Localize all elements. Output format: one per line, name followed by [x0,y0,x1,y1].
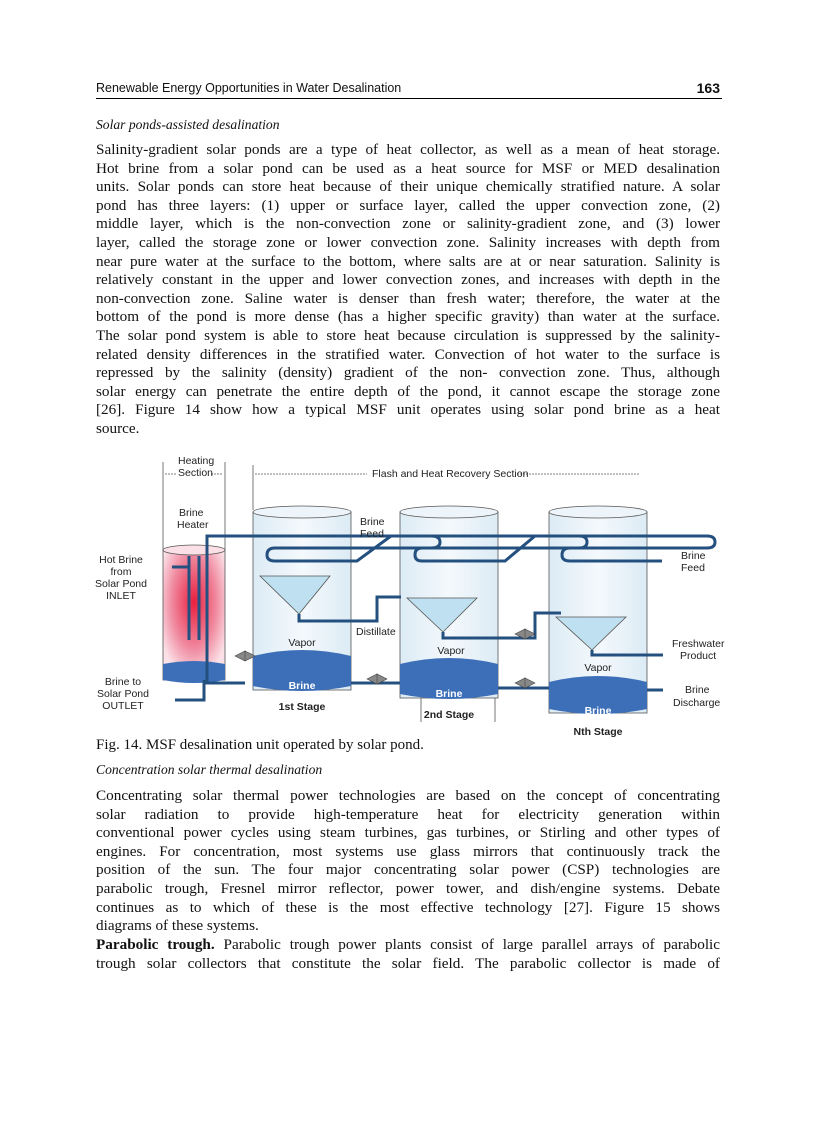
paragraph-line: Parabolic trough power plants consist of large parallel arrays of parabolic [214,936,720,953]
paragraph-line: units. Solar ponds can store heat because of their unique chemically stratified nature. A solar [96,178,720,196]
paragraph-line: conventional power cycles using steam turbines, gas turbines, or Stirling and other types of [96,824,720,842]
label-outlet-3: OUTLET [102,700,144,712]
paragraph-line: engines. For concentration, most systems use glass mirrors that continuously track the [96,842,720,860]
label-vapor-1: Vapor [288,637,316,649]
label-distillate: Distillate [356,626,396,638]
label-vapor-n: Vapor [584,662,612,674]
paragraph-concentration [96,787,720,936]
paragraph-line: repressed by the salinity (density) gradient of the non- convection zone. Thus, although [96,364,720,382]
label-outlet-2: Solar Pond [97,688,149,700]
label-brine-1: Brine [288,680,316,692]
figure-caption: Fig. 14. MSF desalination unit operated by solar pond. [96,737,424,753]
label-brine-feed-right-1: Brine [681,550,706,562]
section-heading-solar-ponds: Solar ponds-assisted desalination [96,117,280,132]
section-heading-concentration: Concentration solar thermal desalination [96,762,323,777]
label-brine-2: Brine [435,688,463,700]
paragraph-line: [26]. Figure 14 show how a typical MSF unit operates using solar pond brine as a heat [96,401,720,419]
paragraph-line: solar energy can penetrate the entire depth of the pond, it cannot escape the storage zone [96,382,720,400]
paragraph-line: Concentrating solar thermal power technologies are based on the concept of concentrating [96,787,720,804]
label-inlet-2: from [110,566,132,578]
label-discharge-2: Discharge [673,697,721,709]
label-freshwater-2: Product [680,650,717,662]
label-flash-section: Flash and Heat Recovery Section [372,468,529,480]
running-title: Renewable Energy Opportunities in Water Desalination [96,81,402,95]
paragraph-line: solar radiation to provide high-temperature heat for electricity generation within [96,805,720,823]
paragraph-line: middle layer, which is the non-convection zone or salinity-gradient zone, and (3) lower [96,215,720,233]
paragraph-line: layer, called the storage zone or lower convection zone. Salinity increases with depth from [96,233,720,251]
paragraph-line: Salinity-gradient solar ponds are a type of heat collector, as well as a mean of heat storage. [96,141,720,158]
label-discharge-1: Brine [685,684,710,696]
label-vapor-2: Vapor [437,645,465,657]
label-brine-feed-mid-1: Brine [360,516,385,528]
paragraph-line: non-convection zone. Saline water is denser than fresh water; therefore, the water at the [96,289,720,307]
paragraph-line: continues as to which of these is the most effective technology [27]. Figure 15 shows [96,898,720,916]
label-inlet-1: Hot Brine [99,554,143,566]
paragraph-line: related density differences in the stratified water. Convection of hot water to the surface is [96,345,720,363]
paragraph-line: pond has three layers: (1) upper or surface layer, called the upper convection zone, (2) [96,196,720,214]
paragraph-line: diagrams of these systems. [96,917,259,935]
label-stage-1: 1st Stage [278,701,326,713]
label-brine-heater-2: Heater [177,519,209,531]
paragraph-line: relatively constant in the upper and lower convection zones, and increases with depth in the [96,271,720,289]
label-stage-n: Nth Stage [573,726,623,738]
paragraph-line: bottom of the pond is more dense (has a higher specific gravity) than water at the surface. [96,308,720,326]
run-in-heading: Parabolic trough. [96,936,215,953]
running-header [96,80,722,99]
label-brine-feed-right-2: Feed [681,562,705,574]
paragraph-line: trough solar collectors that constitute the solar field. The parabolic collector is made of [96,954,720,972]
label-stage-2: 2nd Stage [423,709,475,721]
label-freshwater-1: Freshwater [672,638,725,650]
page-number: 163 [696,80,720,96]
paragraph-line: Hot brine from a solar pond can be used as a heat source for MSF or MED desalination [96,159,720,177]
figure-msf-diagram [95,450,735,745]
label-section: Section [178,467,214,479]
label-outlet-1: Brine to [104,676,142,688]
label-brine-heater-1: Brine [179,507,204,519]
label-heating: Heating [178,455,215,467]
label-inlet-4: INLET [106,590,136,602]
paragraph-line: position of the sun. The four major concentrating solar power (CSP) technologies are [96,861,720,879]
paragraph-parabolic-trough [96,936,720,973]
paragraph-line: near pure water at the surface to the bottom, where salts are at or near saturation. Salinity is [96,252,720,270]
label-brine-feed-mid-2: Feed [360,528,384,540]
paragraph-solar-ponds [96,141,720,439]
paragraph-line: The solar pond system is able to store heat because circulation is suppressed by the salinity- [96,326,720,344]
paragraph-line: parabolic trough, Fresnel mirror reflector, power tower, and dish/engine systems. Debate [96,879,720,897]
label-inlet-3: Solar Pond [95,578,147,590]
label-brine-n: Brine [584,705,612,717]
paragraph-line: source. [96,419,140,437]
